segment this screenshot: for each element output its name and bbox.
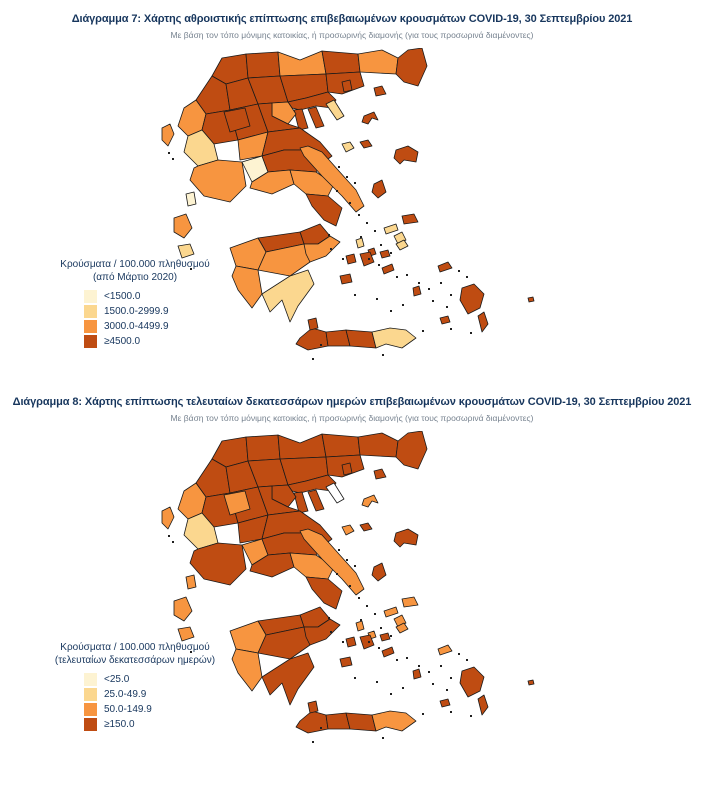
islet-dot xyxy=(358,597,360,599)
islet-dot xyxy=(338,166,340,168)
legend-swatch xyxy=(84,335,97,348)
islet-dot xyxy=(168,152,170,154)
islet-dot xyxy=(172,541,174,543)
region-kastellorizo xyxy=(528,680,534,685)
region-thasos xyxy=(342,463,352,475)
islet-dot xyxy=(450,294,452,296)
region-ikaria xyxy=(384,224,398,234)
region-chios xyxy=(372,563,386,581)
islet-dot xyxy=(446,306,448,308)
region-samos xyxy=(402,597,418,607)
region-athos xyxy=(326,100,344,120)
region-xanthi-rodopi xyxy=(358,433,398,457)
figure-7-title: Διάγραμμα 7: Χάρτης αθροιστικής επίπτωσης επιβεβαιωμένων κρουσμάτων COVID-19, 30 Σεπτεμβρίου 2021 xyxy=(71,13,633,25)
region-kastellorizo xyxy=(528,297,534,302)
legend-title-line1: Κρούσματα / 100.000 πληθυσμού xyxy=(60,259,210,270)
region-limnos xyxy=(362,112,378,124)
islet-dot xyxy=(366,222,368,224)
legend-label: <25.0 xyxy=(104,673,130,685)
region-aitoloakarnania xyxy=(190,543,246,585)
region-kerkyra xyxy=(162,124,174,146)
region-chios xyxy=(372,180,386,198)
region-evros xyxy=(396,48,427,86)
islet-dot xyxy=(396,276,398,278)
region-lesvos xyxy=(394,529,418,547)
islet-dot xyxy=(330,631,332,633)
region-kerkyra xyxy=(162,507,174,529)
region-mykonos xyxy=(380,250,390,258)
legend-swatch xyxy=(84,320,97,333)
region-zakynthos xyxy=(178,627,194,641)
region-evros xyxy=(396,431,427,469)
legend-label: ≥150.0 xyxy=(104,718,135,730)
legend-title-line2: (τελευταίων δεκατεσσάρων ημερών) xyxy=(54,654,216,666)
islet-dot xyxy=(336,190,338,192)
islet-dot xyxy=(368,641,370,643)
region-xanthi-rodopi xyxy=(358,50,398,74)
figure-8-section xyxy=(0,387,704,772)
islet-dot xyxy=(349,202,351,204)
islet-dot xyxy=(376,681,378,683)
figure-7-legend xyxy=(26,259,244,349)
islet-dot xyxy=(402,304,404,306)
region-kythira xyxy=(308,318,318,330)
islet-dot xyxy=(470,332,472,334)
islet-dot xyxy=(328,617,330,619)
islet-dot xyxy=(458,653,460,655)
region-rodos xyxy=(460,284,484,314)
region-kilkis-serres xyxy=(278,51,326,76)
legend-swatch xyxy=(84,673,97,686)
islet-dot xyxy=(354,294,356,296)
figure-7-subtitle: Με βάση τον τόπο μόνιμης κατοικίας, ή προσωρινής διαμονής (για τους προσωρινά διαμένοντες) xyxy=(170,30,534,40)
region-santorini xyxy=(413,669,421,679)
islet-dot xyxy=(354,182,356,184)
islet-dot xyxy=(432,300,434,302)
islet-dot xyxy=(354,677,356,679)
region-kos xyxy=(438,262,452,272)
region-lakonia xyxy=(262,653,314,705)
islet-dot xyxy=(328,234,330,236)
legend-item xyxy=(84,319,244,333)
islet-dot xyxy=(368,258,370,260)
region-kythira xyxy=(308,701,318,713)
legend-label: 1500.0-2999.9 xyxy=(104,305,169,317)
region-amorgos xyxy=(382,264,394,274)
islet-dot xyxy=(330,248,332,250)
islet-dot xyxy=(378,647,380,649)
islet-dot xyxy=(432,683,434,685)
figure-8-legend xyxy=(26,642,244,732)
islet-dot xyxy=(346,559,348,561)
region-skiathos xyxy=(342,525,354,535)
islet-dot xyxy=(446,689,448,691)
islet-dot xyxy=(336,573,338,575)
region-astypalaia xyxy=(440,316,450,324)
islet-dot xyxy=(466,659,468,661)
islet-dot xyxy=(320,344,322,346)
region-sithonia xyxy=(308,107,324,128)
region-samos xyxy=(402,214,418,224)
legend-title-line2: (από Μάρτιο 2020) xyxy=(92,271,178,283)
islet-dot xyxy=(374,613,376,615)
islet-dot xyxy=(390,252,392,254)
region-karpathos xyxy=(478,695,488,715)
islet-dot xyxy=(382,737,384,739)
legend-item xyxy=(84,304,244,318)
legend-items xyxy=(84,289,244,348)
region-lefkada xyxy=(186,575,196,589)
region-chania xyxy=(296,711,328,733)
islet-dot xyxy=(402,687,404,689)
legend-item xyxy=(84,687,244,701)
region-santorini xyxy=(413,286,421,296)
legend-item xyxy=(84,717,244,731)
islet-dot xyxy=(346,176,348,178)
islet-dot xyxy=(390,635,392,637)
islet-dot xyxy=(466,276,468,278)
islet-dot xyxy=(422,713,424,715)
islet-dot xyxy=(168,535,170,537)
islet-dot xyxy=(450,711,452,713)
islet-dot xyxy=(380,244,382,246)
region-lakonia xyxy=(262,270,314,322)
islet-dot xyxy=(470,715,472,717)
islet-dot xyxy=(320,727,322,729)
region-paros xyxy=(346,254,356,264)
islet-dot xyxy=(380,627,382,629)
figure-7-section xyxy=(0,4,704,389)
region-skiathos xyxy=(342,142,354,152)
islet-dot xyxy=(418,665,420,667)
region-mykonos xyxy=(380,633,390,641)
region-aitoloakarnania xyxy=(190,160,246,202)
legend-label: 25.0-49.9 xyxy=(104,688,147,700)
region-sithonia xyxy=(308,490,324,511)
region-alonnisos xyxy=(360,140,372,148)
islet-dot xyxy=(354,565,356,567)
islet-dot xyxy=(390,693,392,695)
islet-dot xyxy=(360,236,362,238)
islet-dot xyxy=(450,328,452,330)
region-samothraki xyxy=(374,86,386,96)
islet-dot xyxy=(406,274,408,276)
legend-label: <1500.0 xyxy=(104,290,141,302)
islet-dot xyxy=(378,264,380,266)
region-drama xyxy=(322,434,360,457)
islet-dot xyxy=(376,298,378,300)
islet-dot xyxy=(396,659,398,661)
islet-dot xyxy=(422,330,424,332)
islet-dot xyxy=(406,657,408,659)
islet-dot xyxy=(342,641,344,643)
region-edessa-pella xyxy=(246,435,280,461)
legend-swatch xyxy=(84,290,97,303)
islet-dot xyxy=(312,741,314,743)
region-paros xyxy=(346,637,356,647)
region-kos xyxy=(438,645,452,655)
region-kea xyxy=(356,238,364,248)
region-drama xyxy=(322,51,360,74)
islet-dot xyxy=(312,358,314,360)
region-kilkis-serres xyxy=(278,434,326,459)
islet-dot xyxy=(349,585,351,587)
region-limnos xyxy=(362,495,378,507)
legend-swatch xyxy=(84,718,97,731)
region-edessa-pella xyxy=(246,52,280,78)
legend-item xyxy=(84,289,244,303)
islet-dot xyxy=(458,270,460,272)
region-athos xyxy=(326,483,344,503)
region-kea xyxy=(356,621,364,631)
legend-label: 50.0-149.9 xyxy=(104,703,152,715)
region-astypalaia xyxy=(440,699,450,707)
islet-dot xyxy=(374,230,376,232)
islet-dot xyxy=(418,282,420,284)
region-karpathos xyxy=(478,312,488,332)
region-kefalonia xyxy=(174,597,192,621)
region-irakleio xyxy=(346,330,376,348)
region-milos xyxy=(340,657,352,667)
islet-dot xyxy=(390,310,392,312)
islet-dot xyxy=(338,549,340,551)
islet-dot xyxy=(342,258,344,260)
region-lesvos xyxy=(394,146,418,164)
islet-dot xyxy=(358,214,360,216)
legend-items xyxy=(84,672,244,731)
region-attiki xyxy=(306,577,342,609)
legend-label: ≥4500.0 xyxy=(104,335,141,347)
region-amorgos xyxy=(382,647,394,657)
region-ikaria xyxy=(384,607,398,617)
region-kefalonia xyxy=(174,214,192,238)
islet-dot xyxy=(428,288,430,290)
region-lasithi xyxy=(372,328,416,348)
islet-dot xyxy=(382,354,384,356)
islet-dot xyxy=(450,677,452,679)
legend-title-line1: Κρούσματα / 100.000 πληθυσμού xyxy=(60,642,210,653)
region-rodos xyxy=(460,667,484,697)
islet-dot xyxy=(366,605,368,607)
region-thasos xyxy=(342,80,352,92)
legend-swatch xyxy=(84,305,97,318)
legend-swatch xyxy=(84,703,97,716)
islet-dot xyxy=(440,282,442,284)
region-milos xyxy=(340,274,352,284)
figure-8-title: Διάγραμμα 8: Χάρτης επίπτωσης τελευταίων δεκατεσσάρων ημερών επιβεβαιωμένων κρουσμάτων COVID-19, 30 Σεπτεμβρίου 2021 xyxy=(12,396,692,408)
region-chania xyxy=(296,328,328,350)
islet-dot xyxy=(172,158,174,160)
islet-dot xyxy=(440,665,442,667)
region-lefkada xyxy=(186,192,196,206)
region-samothraki xyxy=(374,469,386,479)
legend-swatch xyxy=(84,688,97,701)
legend-item xyxy=(84,334,244,348)
region-attiki xyxy=(306,194,342,226)
legend-label: 3000.0-4499.9 xyxy=(104,320,169,332)
region-alonnisos xyxy=(360,523,372,531)
legend-item xyxy=(84,702,244,716)
region-irakleio xyxy=(346,713,376,731)
figure-8-subtitle: Με βάση τον τόπο μόνιμης κατοικίας, ή προσωρινής διαμονής (για τους προσωρινά διαμένοντες) xyxy=(170,413,534,423)
legend-item xyxy=(84,672,244,686)
region-zakynthos xyxy=(178,244,194,258)
region-lasithi xyxy=(372,711,416,731)
islet-dot xyxy=(360,619,362,621)
islet-dot xyxy=(428,671,430,673)
